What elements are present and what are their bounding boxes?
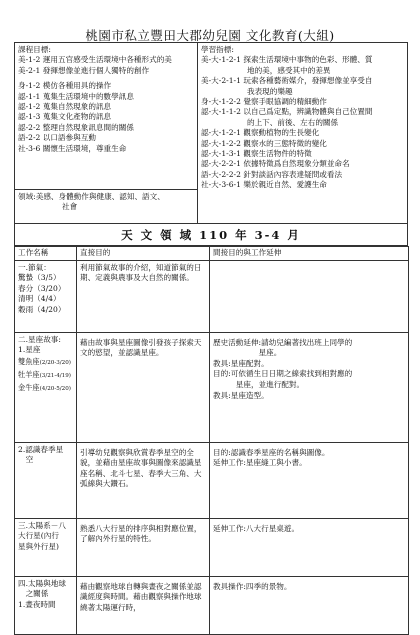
domain-divider	[15, 189, 197, 190]
work-name-line: 之關係	[18, 589, 49, 599]
indirect-purpose-line: 教具:星座造型。	[213, 390, 269, 400]
document-title: 桃園市私立豐田大郡幼兒園 文化教育(大組)	[85, 28, 335, 43]
indicator-line: 認-大-1-2-1 觀察動植物的生長變化	[201, 128, 320, 138]
domain-line-2: 社會	[62, 202, 78, 212]
direct-purpose-cell	[77, 576, 210, 634]
direct-purpose-cell	[77, 442, 210, 518]
table-body	[15, 260, 409, 634]
work-name-line: 清明（4/4）	[18, 294, 61, 304]
work-name-cell	[15, 260, 77, 332]
indirect-purpose-line: 目的:可依循生日日期之線索找到相對應的	[213, 369, 353, 379]
indirect-purpose-cell	[210, 260, 409, 332]
indicator-line: 我表現的樂趣	[247, 86, 293, 96]
direct-purpose-text: 引導幼兒觀察與欣賞春季星空的全貌，並藉由星座故事與圖像來認識星座名稱、北斗七星、春季大三角、大弧線與大鑽石。	[80, 447, 202, 489]
course-goals-header: 課程目標:	[18, 45, 51, 54]
table-row	[15, 518, 409, 576]
indicator-line: 身-大-1-2-2 覺察手眼協調的精細動作	[201, 97, 327, 107]
work-name-line: 穀雨（4/20）	[18, 304, 66, 314]
constellation-date-line	[18, 356, 73, 369]
section-heading: 天 文 領 域 110 年 3-4 月	[14, 224, 408, 246]
learning-indicators-header: 學習指標:	[201, 45, 234, 54]
work-name-line: 空	[18, 455, 34, 465]
learning-indicators	[201, 45, 406, 191]
work-name-line: 三.太陽系－八	[18, 520, 66, 530]
work-name-line: 2.認識春季星	[18, 444, 64, 454]
indicator-line: 地的美，感受其中的差異	[247, 65, 331, 75]
constellation-date: 金牛座(4/20-5/20)	[18, 382, 71, 392]
work-name-line: 大行星(內行	[18, 531, 59, 541]
course-goal-item: 認-1-1 蒐集生活環境中的數學訊息	[18, 91, 134, 101]
work-name-line: 四.太陽與地球	[18, 578, 66, 588]
table-row	[15, 576, 409, 634]
direct-purpose-text: 熟悉八大行星的排序與相對應位置，了解內外行星的特性。	[80, 523, 202, 544]
indicator-line: 社-大-3-6-1 樂於親近自然、愛護生命	[201, 180, 327, 190]
constellation-date-line	[18, 369, 73, 382]
indicator-line: 認-大-1-2-2 觀察水的三態特徵的變化	[201, 138, 327, 148]
indirect-purpose-line: 教具操作:四季的景物。	[213, 581, 292, 591]
course-goal-item: 美-1-2 運用五官感受生活環境中各種形式的美	[18, 55, 172, 65]
domain-line-1: 領域:美感、身體動作與健康、認知、語文、	[18, 192, 165, 201]
direct-purpose-text: 藉由觀察地球自轉與晝夜之關係並認識經度與時間。藉由觀察與操作地球繞著太陽運行時，	[80, 581, 202, 612]
work-name-line: 二.星座故事:	[18, 334, 61, 344]
indicator-line: 美-大-2-1-1 玩索各種藝術媒介，發揮想像並享受自	[201, 76, 373, 86]
header-indirect-purpose: 間接目的與工作延伸	[210, 247, 409, 261]
indirect-purpose-line: 星座，並進行配對。	[213, 379, 305, 389]
direct-purpose-cell	[77, 260, 210, 332]
table-row	[15, 332, 409, 442]
indirect-purpose-line: 延伸工作:八大行星桌遊。	[213, 523, 300, 533]
work-name-cell	[15, 332, 77, 442]
course-goal-item: 認-1-3 蒐集文化產物的訊息	[18, 112, 112, 122]
table-header-row	[15, 247, 409, 261]
indirect-purpose-cell	[210, 518, 409, 576]
indirect-purpose-cell	[210, 332, 409, 442]
course-goal-item: 社-3-6 關懷生活環境，尊重生命	[18, 143, 127, 153]
column-divider	[197, 43, 198, 223]
direct-purpose-cell	[77, 332, 210, 442]
indicator-line: 語-大-2-2-2 針對談話內容表達疑問或看法	[201, 169, 343, 179]
indicator-line: 認-大-1-1-2 以自己爲定點，辨識物體與自己位置間	[201, 107, 373, 117]
constellation-date: 雙魚座(2/20-3/20)	[18, 356, 71, 366]
course-goals-list	[18, 55, 194, 154]
learning-indicators-list	[201, 55, 406, 190]
work-name-line: 一.節氣：	[18, 262, 51, 272]
indicator-line: 認-大-1-3-1 觀察生活物件的特徵	[201, 149, 312, 159]
constellation-date: 牡羊座(3/21-4/19)	[18, 369, 71, 379]
course-goal-item: 語-2-2 以口語參與互動	[18, 133, 96, 143]
indicator-line: 的上下、前後、左右的關係	[247, 117, 339, 127]
course-goal-item: 認-1-2 蒐集自然現象的訊息	[18, 102, 112, 112]
indirect-purpose-line: 星座。	[213, 348, 282, 358]
header-work-name: 工作名稱	[15, 247, 77, 261]
goals-box	[14, 42, 408, 224]
indirect-purpose-line: 歷史活動延伸:請幼兒編著找出班上同學的	[213, 337, 353, 347]
indirect-purpose-line: 目的:認識春季星座的名稱與圖像。	[213, 447, 330, 457]
course-goal-item: 認-2-2 整理自然現象訊息間的關係	[18, 122, 134, 132]
work-name-cell	[15, 442, 77, 518]
direct-purpose-text: 藉由故事與星座圖像引發孩子探索天文的慾望，並認識星座。	[80, 337, 202, 358]
indirect-purpose-line: 延伸工作:星座縫工與小書。	[213, 458, 307, 468]
indicator-line: 認-大-2-2-1 依據特徵爲自然現象分類並命名	[201, 159, 350, 169]
indicator-line: 美-大-1-2-1 探索生活環境中事物的色彩、形體、質	[201, 55, 373, 65]
indirect-purpose-cell	[210, 442, 409, 518]
indirect-purpose-line: 教具:星座配對。	[213, 358, 269, 368]
course-goal-item: 美-2-1 發揮想像並進行個人獨特的創作	[18, 65, 150, 75]
domain-text	[18, 192, 194, 213]
work-name-line: 驚蟄（3/5）	[18, 273, 61, 283]
work-name-line: 1.星座	[18, 345, 41, 355]
header-direct-purpose: 直接目的	[77, 247, 210, 261]
course-goals	[18, 45, 194, 154]
work-name-line: 春分（3/20）	[18, 283, 66, 293]
work-name-line: 1.晝夜時間	[18, 599, 56, 609]
constellation-date-line	[18, 382, 73, 395]
table-row	[15, 442, 409, 518]
activity-table	[14, 246, 409, 635]
direct-purpose-cell	[77, 518, 210, 576]
course-goal-item: 身-1-2 模仿各種用具的操作	[18, 81, 112, 91]
direct-purpose-text: 利用節氣故事的介紹，知道節氣的日期、定義與農事及大自然的關係。	[80, 262, 202, 283]
indirect-purpose-cell	[210, 576, 409, 634]
work-name-cell	[15, 518, 77, 576]
work-name-cell	[15, 576, 77, 634]
table-row	[15, 260, 409, 332]
work-name-line: 星與外行星)	[18, 541, 59, 551]
